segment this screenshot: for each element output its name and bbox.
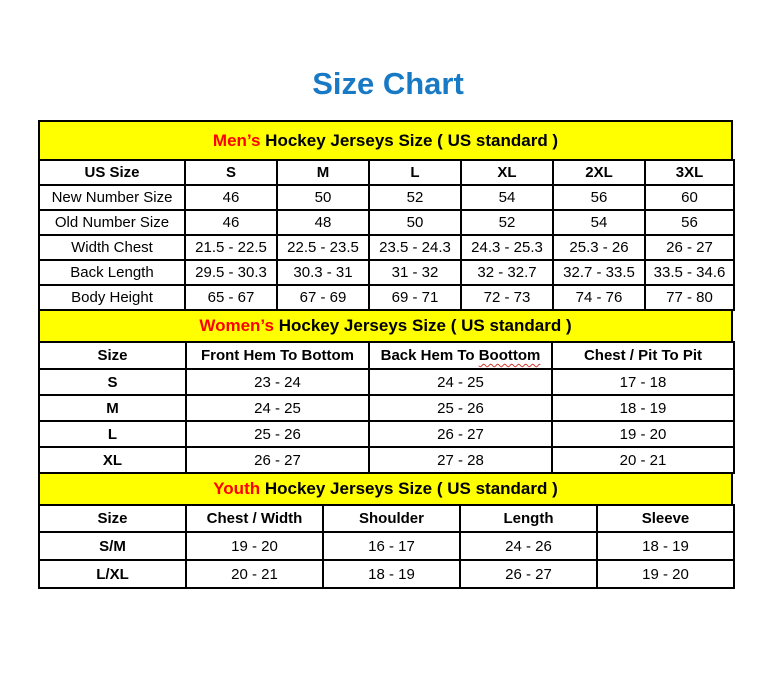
- youth-size-value-cell: 18 - 19: [597, 532, 734, 560]
- mens-table-row: [39, 285, 734, 310]
- mens-size-value-cell: 31 - 32: [369, 260, 461, 285]
- mens-size-value-cell: 46: [185, 185, 277, 210]
- womens-table-row: [39, 395, 734, 421]
- womens-banner-accent: Women’s: [199, 316, 274, 335]
- youth-table-row: [39, 560, 734, 588]
- youth-section-banner: [38, 472, 733, 506]
- mens-size-value-cell: 46: [185, 210, 277, 235]
- mens-size-value-cell: 50: [277, 185, 369, 210]
- mens-table-row: [39, 185, 734, 210]
- womens-header-cell: Size: [39, 342, 186, 369]
- youth-size-value-cell: 19 - 20: [597, 560, 734, 588]
- youth-header-row: [39, 505, 734, 532]
- mens-table-row: [39, 210, 734, 235]
- youth-header-cell: Size: [39, 505, 186, 532]
- mens-size-value-cell: 67 - 69: [277, 285, 369, 310]
- womens-size-value-cell: 23 - 24: [186, 369, 369, 395]
- youth-header-cell: Chest / Width: [186, 505, 323, 532]
- mens-size-value-cell: 26 - 27: [645, 235, 734, 260]
- mens-size-value-cell: 52: [369, 185, 461, 210]
- mens-table-row: [39, 260, 734, 285]
- mens-size-value-cell: 32 - 32.7: [461, 260, 553, 285]
- mens-size-value-cell: 25.3 - 26: [553, 235, 645, 260]
- youth-row-label: S/M: [39, 532, 186, 560]
- mens-row-label: Old Number Size: [39, 210, 185, 235]
- womens-row-label: S: [39, 369, 186, 395]
- womens-row-label: L: [39, 421, 186, 447]
- womens-header-row: [39, 342, 734, 369]
- mens-row-label: New Number Size: [39, 185, 185, 210]
- youth-size-table: [38, 504, 735, 589]
- mens-header-cell: S: [185, 160, 277, 185]
- mens-size-value-cell: 65 - 67: [185, 285, 277, 310]
- mens-size-value-cell: 69 - 71: [369, 285, 461, 310]
- mens-header-cell: 2XL: [553, 160, 645, 185]
- womens-size-value-cell: 25 - 26: [369, 395, 552, 421]
- womens-header-cell: [369, 342, 552, 369]
- youth-size-value-cell: 18 - 19: [323, 560, 460, 588]
- womens-table-row: [39, 447, 734, 473]
- mens-size-value-cell: 30.3 - 31: [277, 260, 369, 285]
- mens-size-value-cell: 24.3 - 25.3: [461, 235, 553, 260]
- youth-row-label: L/XL: [39, 560, 186, 588]
- mens-row-label: Body Height: [39, 285, 185, 310]
- mens-header-row: [39, 160, 734, 185]
- mens-header-cell: XL: [461, 160, 553, 185]
- womens-row-label: M: [39, 395, 186, 421]
- mens-header-cell: 3XL: [645, 160, 734, 185]
- mens-row-label: Back Length: [39, 260, 185, 285]
- mens-size-value-cell: 74 - 76: [553, 285, 645, 310]
- mens-row-label: Width Chest: [39, 235, 185, 260]
- mens-size-value-cell: 33.5 - 34.6: [645, 260, 734, 285]
- mens-size-value-cell: 50: [369, 210, 461, 235]
- mens-table-row: [39, 235, 734, 260]
- mens-banner-text: Hockey Jerseys Size ( US standard ): [260, 130, 559, 150]
- youth-table-row: [39, 532, 734, 560]
- youth-size-value-cell: 19 - 20: [186, 532, 323, 560]
- womens-table-row: [39, 369, 734, 395]
- womens-header-cell: Chest / Pit To Pit: [552, 342, 734, 369]
- mens-size-value-cell: 54: [553, 210, 645, 235]
- mens-size-value-cell: 29.5 - 30.3: [185, 260, 277, 285]
- misspelled-word: Boottom: [478, 347, 541, 364]
- mens-size-value-cell: 48: [277, 210, 369, 235]
- youth-header-cell: Length: [460, 505, 597, 532]
- mens-header-cell: L: [369, 160, 461, 185]
- mens-size-value-cell: 22.5 - 23.5: [277, 235, 369, 260]
- mens-section-banner: [38, 120, 733, 161]
- womens-section-banner: [38, 309, 733, 343]
- mens-size-value-cell: 32.7 - 33.5: [553, 260, 645, 285]
- mens-size-value-cell: 77 - 80: [645, 285, 734, 310]
- womens-size-value-cell: 26 - 27: [186, 447, 369, 473]
- mens-size-value-cell: 23.5 - 24.3: [369, 235, 461, 260]
- page-title: Size Chart: [312, 66, 464, 101]
- womens-size-value-cell: 18 - 19: [552, 395, 734, 421]
- womens-size-value-cell: 17 - 18: [552, 369, 734, 395]
- mens-size-value-cell: 72 - 73: [461, 285, 553, 310]
- youth-size-value-cell: 24 - 26: [460, 532, 597, 560]
- youth-banner-text: Hockey Jerseys Size ( US standard ): [260, 479, 558, 498]
- mens-banner-accent: Men’s: [212, 130, 261, 150]
- womens-size-value-cell: 19 - 20: [552, 421, 734, 447]
- womens-size-value-cell: 26 - 27: [369, 421, 552, 447]
- size-chart-tables: [38, 120, 733, 589]
- womens-size-value-cell: 24 - 25: [369, 369, 552, 395]
- womens-size-value-cell: 27 - 28: [369, 447, 552, 473]
- youth-header-cell: Sleeve: [597, 505, 734, 532]
- womens-banner-text: Hockey Jerseys Size ( US standard ): [273, 316, 572, 335]
- youth-size-value-cell: 16 - 17: [323, 532, 460, 560]
- womens-size-value-cell: 24 - 25: [186, 395, 369, 421]
- womens-table-row: [39, 421, 734, 447]
- mens-size-value-cell: 21.5 - 22.5: [185, 235, 277, 260]
- youth-size-value-cell: 20 - 21: [186, 560, 323, 588]
- womens-row-label: XL: [39, 447, 186, 473]
- mens-header-cell: US Size: [39, 160, 185, 185]
- womens-header-cell: Front Hem To Bottom: [186, 342, 369, 369]
- youth-header-cell: Shoulder: [323, 505, 460, 532]
- womens-size-table: [38, 341, 735, 474]
- header-text: Back Hem To: [380, 347, 479, 364]
- mens-header-cell: M: [277, 160, 369, 185]
- womens-size-value-cell: 25 - 26: [186, 421, 369, 447]
- mens-size-value-cell: 54: [461, 185, 553, 210]
- youth-size-value-cell: 26 - 27: [460, 560, 597, 588]
- youth-banner-accent: Youth: [213, 479, 261, 498]
- mens-size-value-cell: 56: [645, 210, 734, 235]
- womens-size-value-cell: 20 - 21: [552, 447, 734, 473]
- mens-size-value-cell: 56: [553, 185, 645, 210]
- mens-size-table: [38, 159, 735, 311]
- mens-size-value-cell: 52: [461, 210, 553, 235]
- mens-size-value-cell: 60: [645, 185, 734, 210]
